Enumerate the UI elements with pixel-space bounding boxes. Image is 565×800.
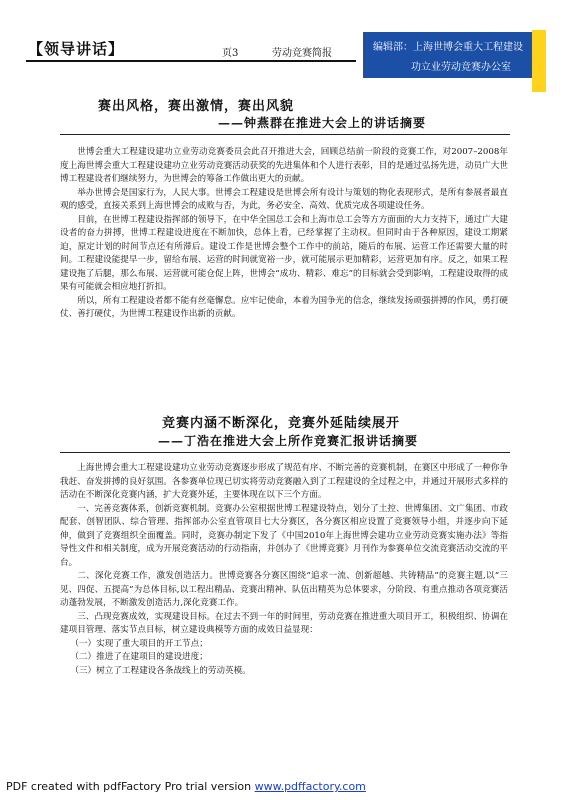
article1-paragraph: 所以，所有工程建设者都不能有丝毫懈怠。应牢记使命，本着为国争光的信念，继续发扬顽强拼搏的作风，勇打硬仗、善打硬仗，为世博工程建设作出新的贡献。 bbox=[60, 295, 508, 319]
article1-paragraph: 举办世博会是国家行为，人民大事。世博会工程建设是世博会所有设计与策划的物化表现形式，是所有参展者最直观的感受，直接关系到上海世博会的成败与否，为此，务必安全、高效、优质完成各项建设任务。 bbox=[60, 187, 508, 211]
footer-link[interactable]: www.pdffactory.com bbox=[254, 780, 366, 793]
column-label: 【领导讲话】 bbox=[28, 40, 125, 58]
page-number: 页3 bbox=[222, 48, 239, 59]
article1-subtitle: ——钟燕群在推进大会上的讲话摘要 bbox=[218, 116, 427, 130]
article2-paragraph: 二、深化竞赛工作，激发创造活力。世博竞赛各分赛区围绕“追求一流、创新超越、共铸精品”的竞赛主题,以“三见、四促、五提高”为总体目标,以工程出精品、竞赛出精神、队伍出精英为总体要求，分阶段、有重点推动各项竞赛活动蓬勃发展，不断激发创造活力,深化竞赛工作。 bbox=[60, 571, 508, 608]
article2-paragraph: 上海世博会重大工程建设建功立业劳动竞赛逐步形成了规范有序、不断完善的竞赛机制，在赛区中形成了一种你争我赶、奋发拼搏的良好氛围。各参赛单位现已切实将劳动竞赛融入到了工程建设的全过程之中，并通过开展形式多样的活动在不断深化竞赛内涵，扩大竞赛外延，主要体现在以下三个方面。 bbox=[60, 463, 508, 500]
yellow-accent-tab bbox=[532, 30, 546, 92]
article2-list-item: （三）树立了工程建设各条战线上的劳动英模。 bbox=[70, 665, 251, 676]
article2-title: 竞赛内涵不断深化，竞赛外延陆续展开 bbox=[162, 416, 401, 431]
article2-list-item: （一）实现了重大项目的开工节点； bbox=[70, 638, 208, 649]
article2-subtitle: ——丁浩在推进大会上所作竞赛汇报讲话摘要 bbox=[158, 434, 419, 448]
article2-paragraph: 一、完善竞赛体系，创新竞赛机制。竞赛办公室根据世博工程建设特点，划分了土控、世博集团、文广集团、市政配套、创智团队、综合管理、指挥部办公室直管项目七大分赛区，各分赛区相应设置了竞赛领导小组，并逐步向下延伸，做到了竞赛组织全面覆盖。同时，竞赛办制定下发了《中国2010年上海世博会建功立业劳动竞赛实施办法》等指导性文件和相关制度，成为开展竞赛活动的行动指南，并创办了《世博竞赛》月刊作为参赛单位交流竞赛活动交流的平台。 bbox=[60, 503, 508, 568]
header-rule bbox=[26, 60, 356, 62]
editor-line-1: 编辑部：上海世博会重大工程建设 bbox=[373, 42, 523, 53]
article1-paragraph: 目前，在世博工程建设指挥部的领导下，在中华全国总工会和上海市总工会等方方面面的大力支持下，通过广大建设者的奋力拼搏，世博工程建设进度在不断加快，总体上看，已经掌握了主动权。但同时由于各种原因，建设工期紧迫，原定计划的时间节点还有所滞后。建设工作是世博会整个工作中的前站，随后的布展、运营工作还需要大量的时间。工程建设能提早一步，留给布展、运营的时间就宽裕一步，就可能展示更加精彩，运营更加有序。反之，如果工程建设拖了后腿，那么布展、运营就可能仓促上阵，世博会“成功、精彩、难忘”的目标就会受到影响，工程建设取得的成果有可能就会相应地打折扣。 bbox=[60, 214, 508, 292]
article1-body bbox=[60, 146, 508, 322]
editor-line-2: 功立业劳动竞赛办公室 bbox=[411, 62, 511, 73]
article2-list-item: （二）推进了在建项目的建设进度； bbox=[70, 652, 208, 662]
article2-paragraph: 三、凸现竞赛成效，实现建设目标。在过去不到一年的时间里，劳动竞赛在推进重大项目开工，积极组织、协调在建项目管理、落实节点目标，树立建设典模等方面的成效日益显现： bbox=[60, 611, 508, 635]
pdf-footer bbox=[6, 780, 366, 793]
publication-name: 劳动竞赛简报 bbox=[272, 48, 332, 59]
editor-banner bbox=[363, 32, 540, 78]
article2-body bbox=[60, 462, 508, 678]
article1-title: 赛出风格，赛出激情，赛出风貌 bbox=[98, 99, 295, 114]
article1-paragraph: 世博会重大工程建设建功立业劳动竞赛委员会此召开推进大会，回顾总结前一阶段的竞赛工作，对2007–2008年度上海世博会重大工程建设建功立业劳动竞赛活动获奖的先进集体和个人进行表彰，目的是通过弘扬先进，动员广大世博工程建设者们继续努力，为世博会的筹备工作做出更大的贡献。 bbox=[60, 147, 508, 184]
article1-divider bbox=[60, 134, 510, 135]
footer-text: PDF created with pdfFactory Pro trial version bbox=[6, 780, 255, 793]
article2-divider bbox=[60, 452, 510, 453]
